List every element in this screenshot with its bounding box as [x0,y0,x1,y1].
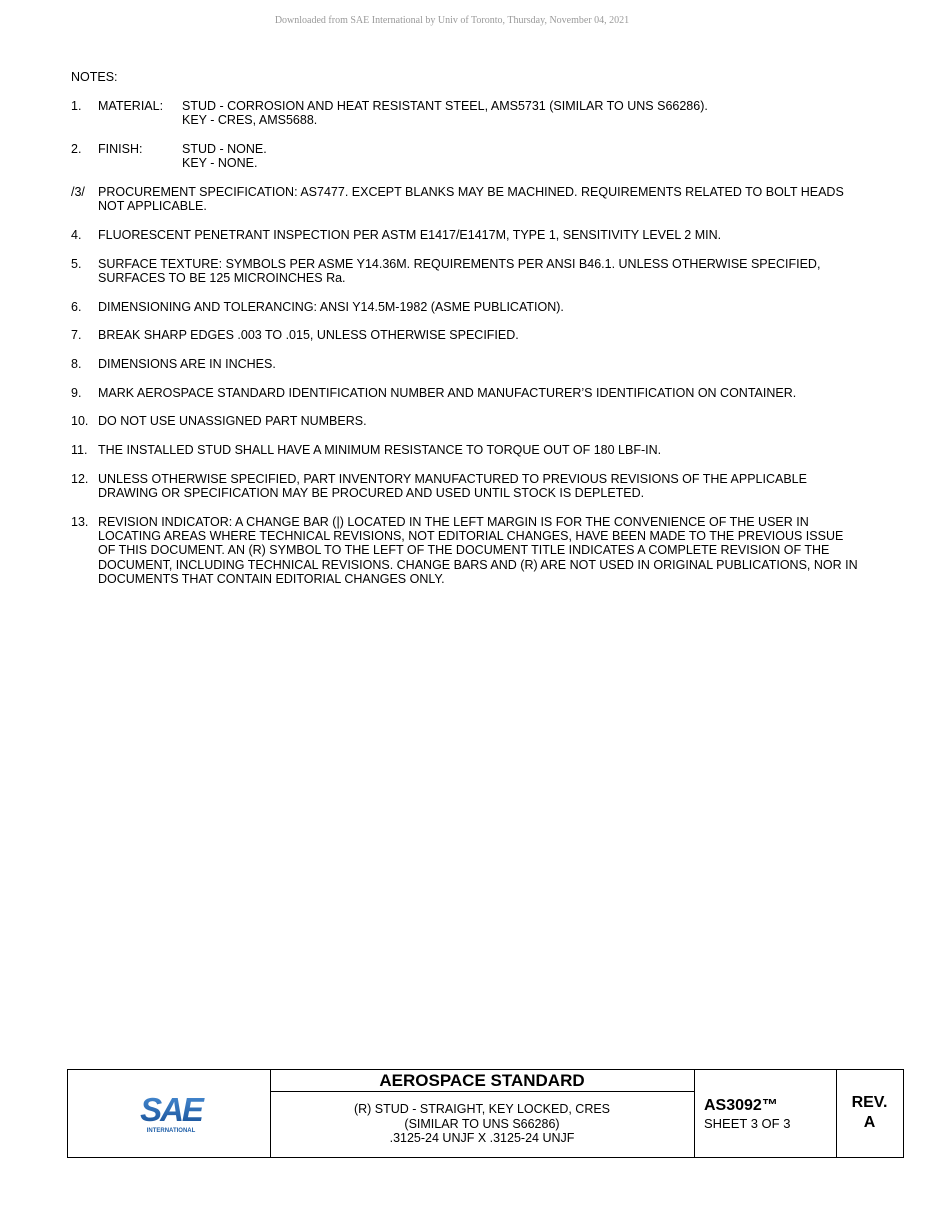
note-11 [71,443,861,457]
revision-value: A [863,1114,876,1131]
standard-heading: AEROSPACE STANDARD [270,1070,694,1092]
note-9 [71,386,861,400]
revision-cell [836,1070,903,1157]
notes-list [71,99,861,601]
note-8 [71,357,861,371]
note-number: 9. [71,385,82,400]
note-number: 8. [71,357,82,371]
note-number: 4. [71,227,82,242]
note-number: 13. [71,514,89,529]
note-text: UNLESS OTHERWISE SPECIFIED, PART INVENTORY MANUFACTURED TO PREVIOUS REVISIONS OF THE APPLICABLE DRAWING OR SPECIFICATION MAY BE PROCURED AND USED UNTIL STOCK IS DEPLETED. [98,471,807,501]
document-number: AS3092™ [704,1097,778,1114]
note-number: 6. [71,299,82,314]
download-watermark: Downloaded from SAE International by Univ of Toronto, Thursday, November 04, 2021 [274,15,630,26]
logo-wordmark: SAE [140,1092,202,1128]
note-text: DIMENSIONING AND TOLERANCING: ANSI Y14.5M-1982 (ASME PUBLICATION). [98,299,564,314]
note-number: 2. [71,141,82,156]
note-number: 11. [71,443,88,458]
note-text: MARK AEROSPACE STANDARD IDENTIFICATION NUMBER AND MANUFACTURER’S IDENTIFICATION ON CONTAINER. [98,385,797,400]
note-line: STUD - CORROSION AND HEAT RESISTANT STEEL, AMS5731 (SIMILAR TO UNS S66286). [182,99,708,113]
note-7 [71,328,861,342]
note-label: MATERIAL: [98,99,164,113]
note-5 [71,257,861,286]
note-text: BREAK SHARP EDGES .003 TO .015, UNLESS OTHERWISE SPECIFIED. [98,328,519,343]
sheet-number: SHEET 3 OF 3 [704,1116,791,1131]
note-number: 10. [71,414,89,429]
note-number: 5. [71,256,82,271]
note-number: /3/ [71,184,85,199]
note-text: DO NOT USE UNASSIGNED PART NUMBERS. [98,414,367,429]
note-text: REVISION INDICATOR: A CHANGE BAR (|) LOCATED IN THE LEFT MARGIN IS FOR THE CONVENIENCE OF THE USER IN LOCATING AREAS WHERE TECHNICAL REVISIONS, NOT EDITORIAL CHANGES, HAVE BEEN MADE TO THE PREVIOUS ISSUE OF THIS DOCUMENT. AN (R) SYMBOL TO THE LEFT OF THE DOCUMENT TITLE INDICATES A COMPLETE REVISION OF THE DOCUMENT, INCLUDING TECHNICAL REVISIONS. CHANGE BARS AND (R) ARE NOT USED IN ORIGINAL PUBLICATIONS, NOR IN DOCUMENTS THAT CONTAIN EDITORIAL CHANGES ONLY. [98,514,858,586]
part-description [270,1092,694,1157]
description-line: (R) STUD - STRAIGHT, KEY LOCKED, CRES [353,1102,611,1116]
note-12 [71,472,861,501]
title-block [67,1069,904,1158]
note-number: 7. [71,328,82,343]
note-10 [71,414,861,428]
note-text: SURFACE TEXTURE: SYMBOLS PER ASME Y14.36M. REQUIREMENTS PER ANSI B46.1. UNLESS OTHERWISE SPECIFIED, SURFACES TO BE 125 MICROINCHES Ra. [98,256,821,285]
note-1 [71,99,861,128]
revision-label: REV. [851,1094,888,1111]
note-line: KEY - NONE. [182,156,258,171]
note-text: DIMENSIONS ARE IN INCHES. [98,357,276,371]
logo-subtext: INTERNATIONAL [146,1128,196,1134]
note-line: STUD - NONE. [182,141,267,156]
note-6 [71,300,861,314]
note-text: PROCUREMENT SPECIFICATION: AS7477. EXCEPT BLANKS MAY BE MACHINED. REQUIREMENTS RELATED TO BOLT HEADS NOT APPLICABLE. [98,184,844,214]
note-text: THE INSTALLED STUD SHALL HAVE A MINIMUM RESISTANCE TO TORQUE OUT OF 180 LBF-IN. [98,443,662,458]
note-label: FINISH: [98,141,143,156]
logo-cell [68,1070,271,1157]
note-2 [71,142,861,171]
note-3 [71,185,861,214]
note-number: 12. [71,471,89,486]
description-line: .3125-24 UNJF X .3125-24 UNJF [389,1131,575,1145]
note-4 [71,228,861,242]
description-line: (SIMILAR TO UNS S66286) [404,1116,560,1131]
note-line: KEY - CRES, AMS5688. [182,113,318,128]
document-cell [694,1070,837,1157]
note-text: FLUORESCENT PENETRANT INSPECTION PER ASTM E1417/E1417M, TYPE 1, SENSITIVITY LEVEL 2 MIN. [98,227,722,242]
notes-heading: NOTES: [71,70,118,84]
sae-logo-icon [136,1092,206,1136]
note-number: 1. [71,99,82,113]
note-13 [71,515,861,586]
